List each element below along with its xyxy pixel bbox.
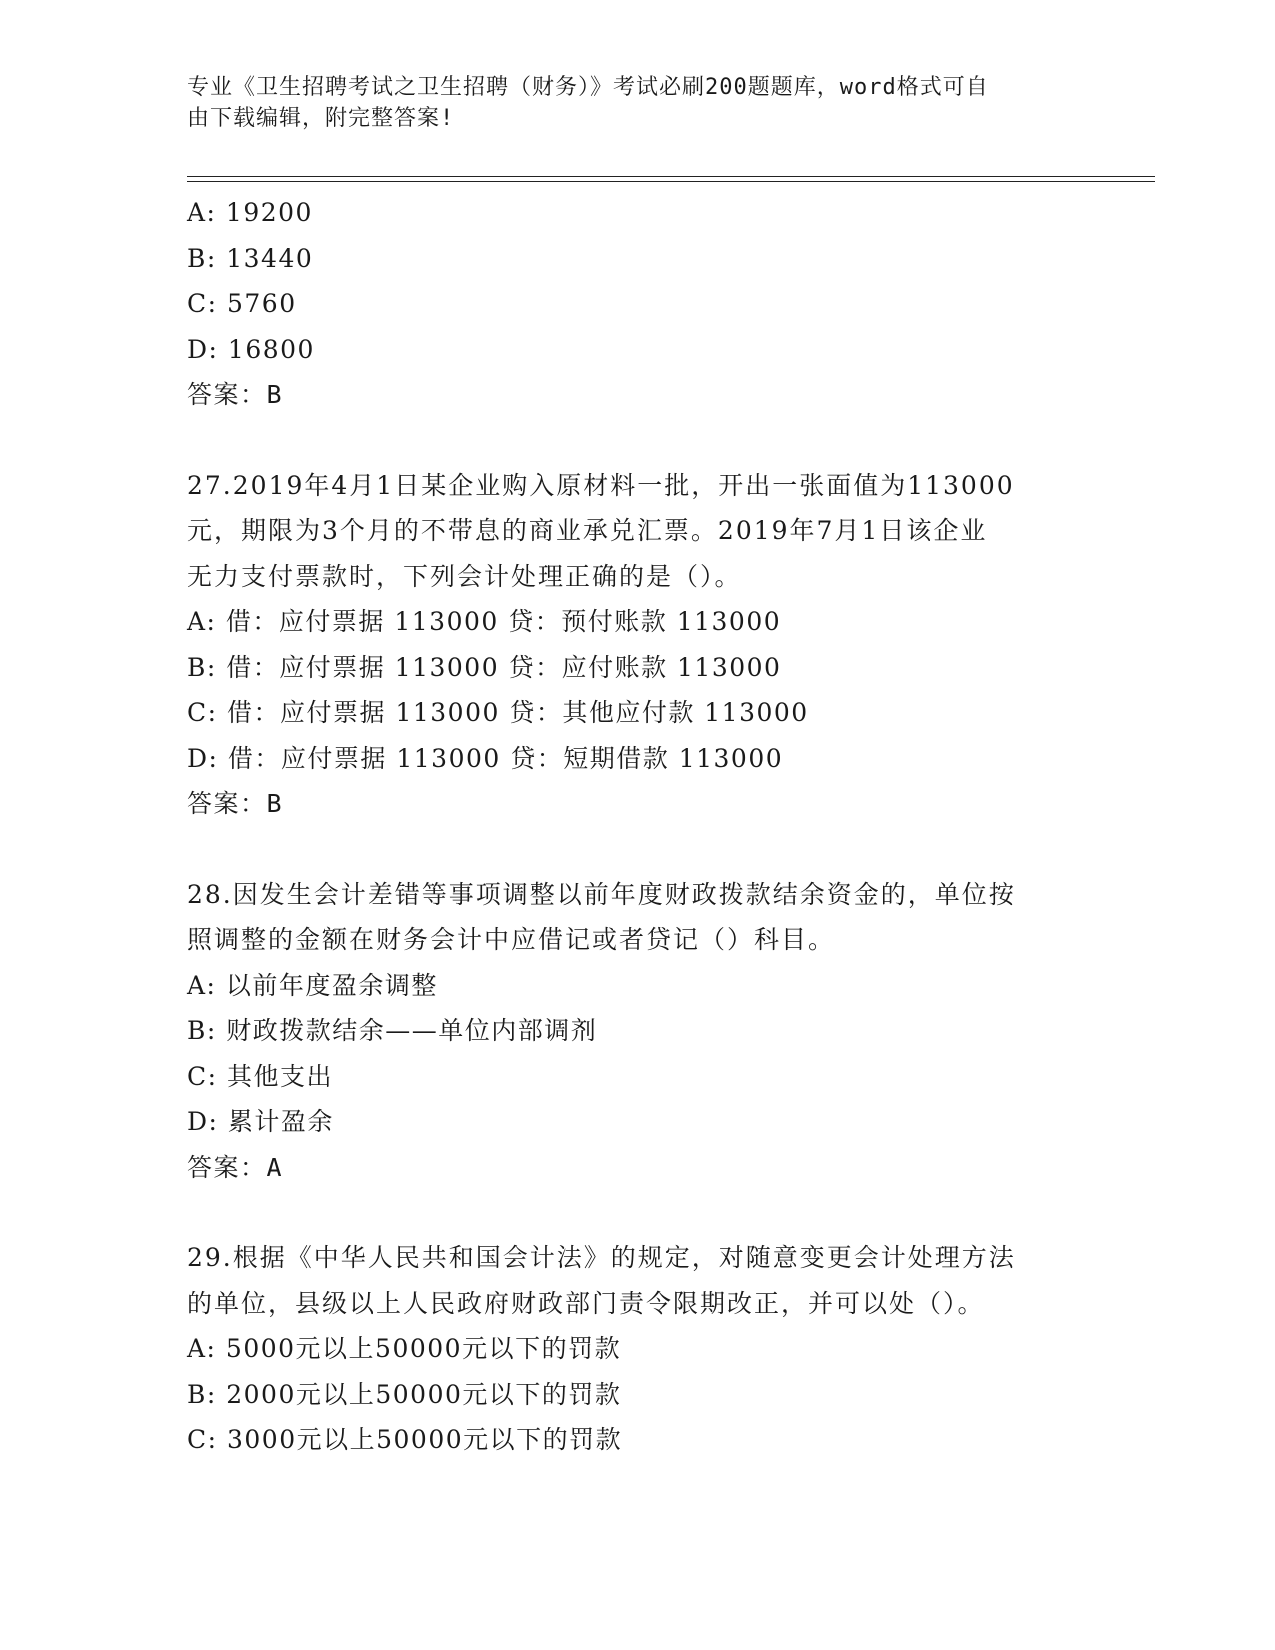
option-d: D: 累计盈余 (187, 1107, 334, 1136)
option-b: B: 2000元以上50000元以下的罚款 (187, 1379, 622, 1409)
stem-line-1: 29.根据《中华人民共和国会计法》的规定，对随意变更会计处理方法 (187, 1243, 1016, 1272)
answer-value: B (266, 380, 284, 409)
option-c: C: 3000元以上50000元以下的罚款 (187, 1425, 623, 1454)
option-a: A: 以前年度盈余调整 (187, 970, 438, 1000)
document-body (187, 190, 1087, 1463)
option-a: A: 5000元以上50000元以下的罚款 (187, 1334, 622, 1363)
option-b: B: 财政拨款结余——单位内部调剂 (187, 1016, 598, 1045)
option-b: B: 借：应付票据 113000 贷：应付账款 113000 (187, 652, 782, 682)
option-b: B: 13440 (187, 243, 314, 273)
stem-line-2: 的单位，县级以上人民政府财政部门责令限期改正，并可以处（）。 (187, 1288, 985, 1318)
question-stem (187, 872, 1087, 963)
option-d: D: 借：应付票据 113000 贷：短期借款 113000 (187, 743, 784, 773)
answer-label: 答案： (187, 1152, 267, 1182)
answer-label: 答案： (187, 789, 267, 818)
question-28 (187, 872, 1087, 1191)
stem-line-1: 28.因发生会计差错等事项调整以前年度财政拨款结余资金的，单位按 (187, 879, 1016, 909)
header-divider-top (187, 176, 1155, 177)
stem-line-1: 27.2019年4月1日某企业购入原材料一批，开出一张面值为113000 (187, 470, 1015, 500)
answer-line (187, 781, 1087, 827)
spacer (187, 418, 1087, 463)
header-line-1: 专业《卫生招聘考试之卫生招聘（财务）》考试必刷200题题库，word格式可自 (187, 75, 989, 100)
stem-line-2: 元，期限为3个月的不带息的商业承兑汇票。2019年7月1日该企业 (187, 516, 988, 545)
option-a: A: 借：应付票据 113000 贷：预付账款 113000 (187, 607, 782, 636)
option-d: D: 16800 (187, 334, 315, 364)
question-27 (187, 463, 1087, 827)
header-line-2: 由下载编辑，附完整答案! (187, 106, 455, 131)
stem-line-3: 无力支付票款时，下列会计处理正确的是（）。 (187, 561, 742, 591)
answer-value: B (266, 789, 284, 818)
question-stem (187, 463, 1087, 600)
answer-line (187, 372, 1087, 418)
option-c: C: 5760 (187, 289, 297, 318)
option-c: C: 其他支出 (187, 1061, 333, 1091)
header-divider-bottom (187, 181, 1155, 182)
answer-value: A (266, 1152, 284, 1182)
option-c: C: 借：应付票据 113000 贷：其他应付款 113000 (187, 698, 809, 727)
spacer (187, 827, 1087, 872)
option-a: A: 19200 (187, 198, 313, 227)
spacer (187, 1190, 1087, 1235)
document-header (187, 72, 1067, 134)
stem-line-2: 照调整的金额在财务会计中应借记或者贷记（）科目。 (187, 925, 836, 954)
question-26-tail (187, 190, 1087, 418)
answer-line (187, 1145, 1087, 1191)
question-29 (187, 1235, 1087, 1463)
answer-label: 答案： (187, 380, 267, 409)
question-stem (187, 1235, 1087, 1326)
